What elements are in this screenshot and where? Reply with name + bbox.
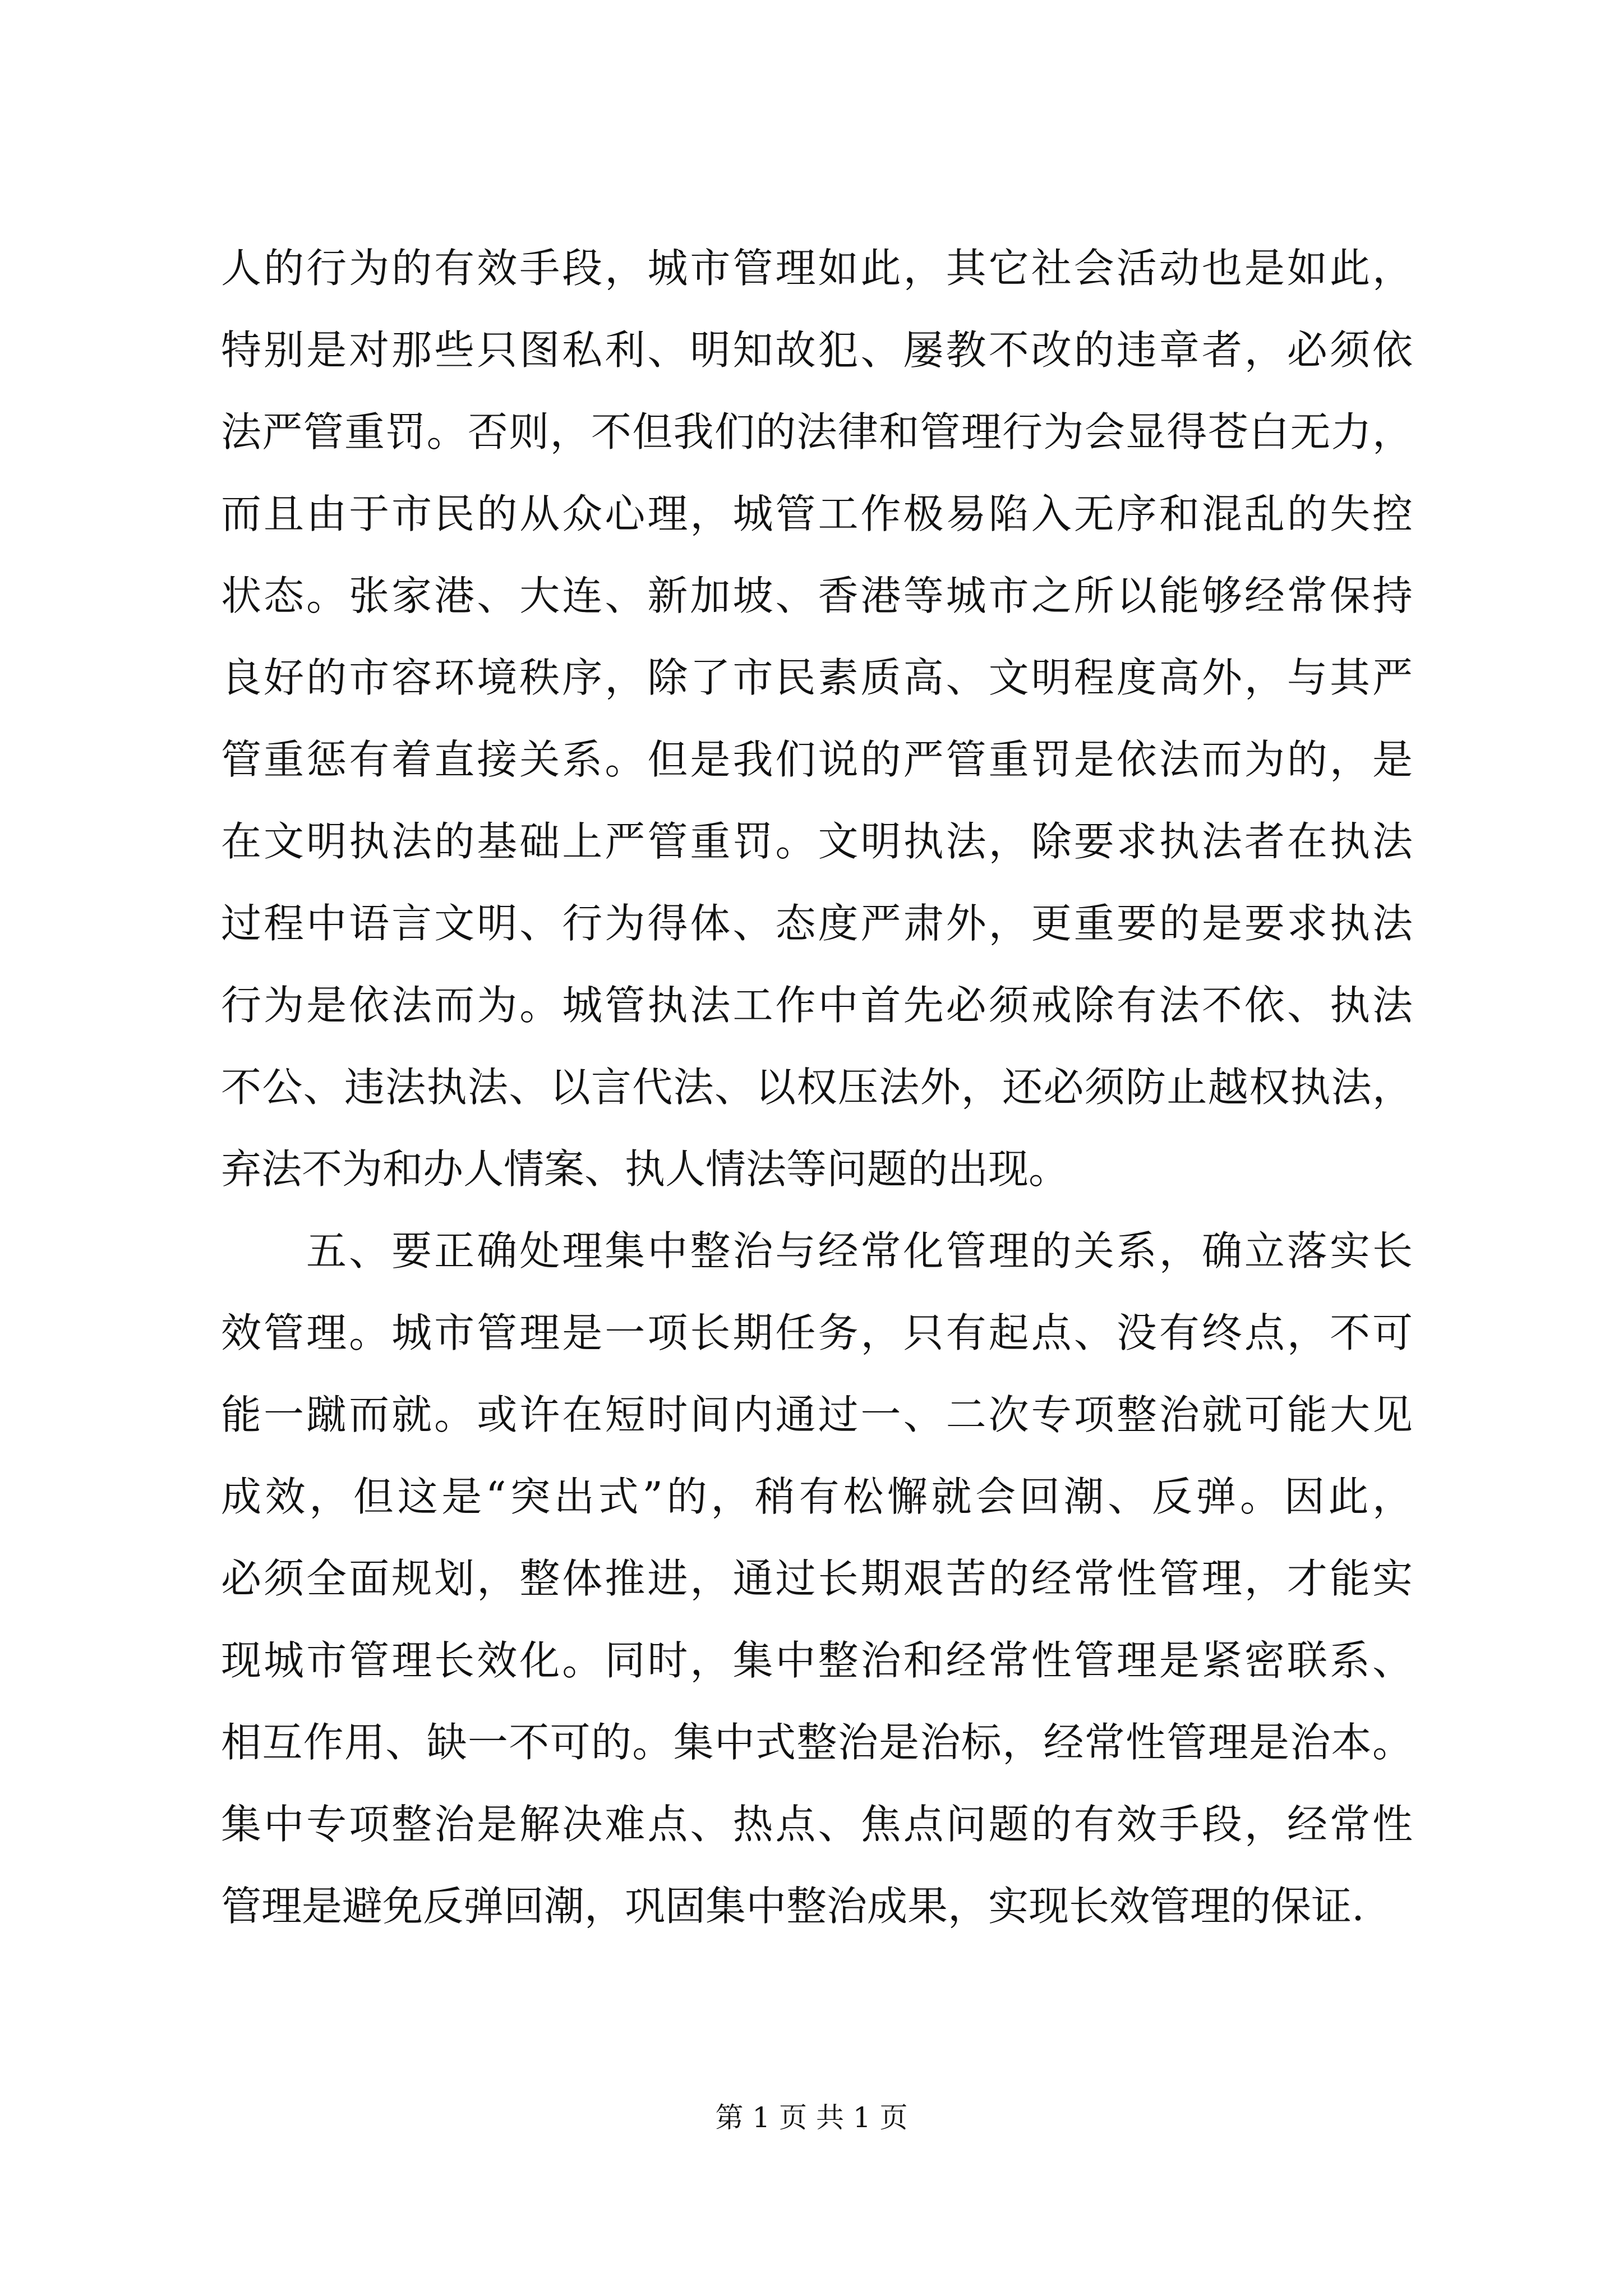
text-line-11: 不公、违法执法、以言代法、以权压法外，还必须防止越权执法， [221, 1064, 1413, 1111]
text-line-9: 过程中语言文明、行为得体、态度严肃外，更重要的是要求执法 [221, 900, 1413, 947]
body-text [221, 227, 1413, 1947]
text-line-8: 在文明执法的基础上严管重罚。文明执法，除要求执法者在执法 [221, 818, 1413, 865]
page-number-footer: 第 1 页 共 1 页 [715, 2101, 908, 2134]
text-line-17: 必须全面规划，整体推进，通过长期艰苦的经常性管理，才能实 [221, 1555, 1413, 1602]
text-line-19: 相互作用、缺一不可的。集中式整治是治标，经常性管理是治本。 [221, 1719, 1413, 1766]
paragraph-start-line: 五、要正确处理集中整治与经常化管理的关系，确立落实长 [306, 1227, 1413, 1274]
text-line-16: 成效，但这是“突出式”的，稍有松懈就会回潮、反弹。因此， [221, 1473, 1413, 1520]
text-line-7: 管重惩有着直接关系。但是我们说的严管重罚是依法而为的，是 [221, 736, 1413, 783]
text-line-15: 能一蹴而就。或许在短时间内通过一、二次专项整治就可能大见 [221, 1391, 1413, 1438]
text-line-14: 效管理。城市管理是一项长期任务，只有起点、没有终点，不可 [221, 1309, 1413, 1356]
text-line-10: 行为是依法而为。城管执法工作中首先必须戒除有法不依、执法 [221, 982, 1413, 1029]
text-line-6: 良好的市容环境秩序，除了市民素质高、文明程度高外，与其严 [221, 654, 1413, 701]
text-line-4: 而且由于市民的从众心理，城管工作极易陷入无序和混乱的失控 [221, 490, 1413, 537]
text-line-12: 弃法不为和办人情案、执人情法等问题的出现。 [221, 1145, 1069, 1193]
text-line-21: 管理是避免反弹回潮，巩固集中整治成果，实现长效管理的保证. [221, 1883, 1364, 1930]
text-line-18: 现城市管理长效化。同时，集中整治和经常性管理是紧密联系、 [221, 1637, 1413, 1684]
text-line-2: 特别是对那些只图私利、明知故犯、屡教不改的违章者，必须依 [221, 326, 1413, 374]
text-line-5: 状态。张家港、大连、新加坡、香港等城市之所以能够经常保持 [221, 572, 1413, 619]
text-line-20: 集中专项整治是解决难点、热点、焦点问题的有效手段，经常性 [221, 1801, 1413, 1848]
text-line-3: 法严管重罚。否则，不但我们的法律和管理行为会显得苍白无力， [221, 408, 1413, 455]
text-line-1: 人的行为的有效手段，城市管理如此，其它社会活动也是如此， [221, 245, 1413, 292]
